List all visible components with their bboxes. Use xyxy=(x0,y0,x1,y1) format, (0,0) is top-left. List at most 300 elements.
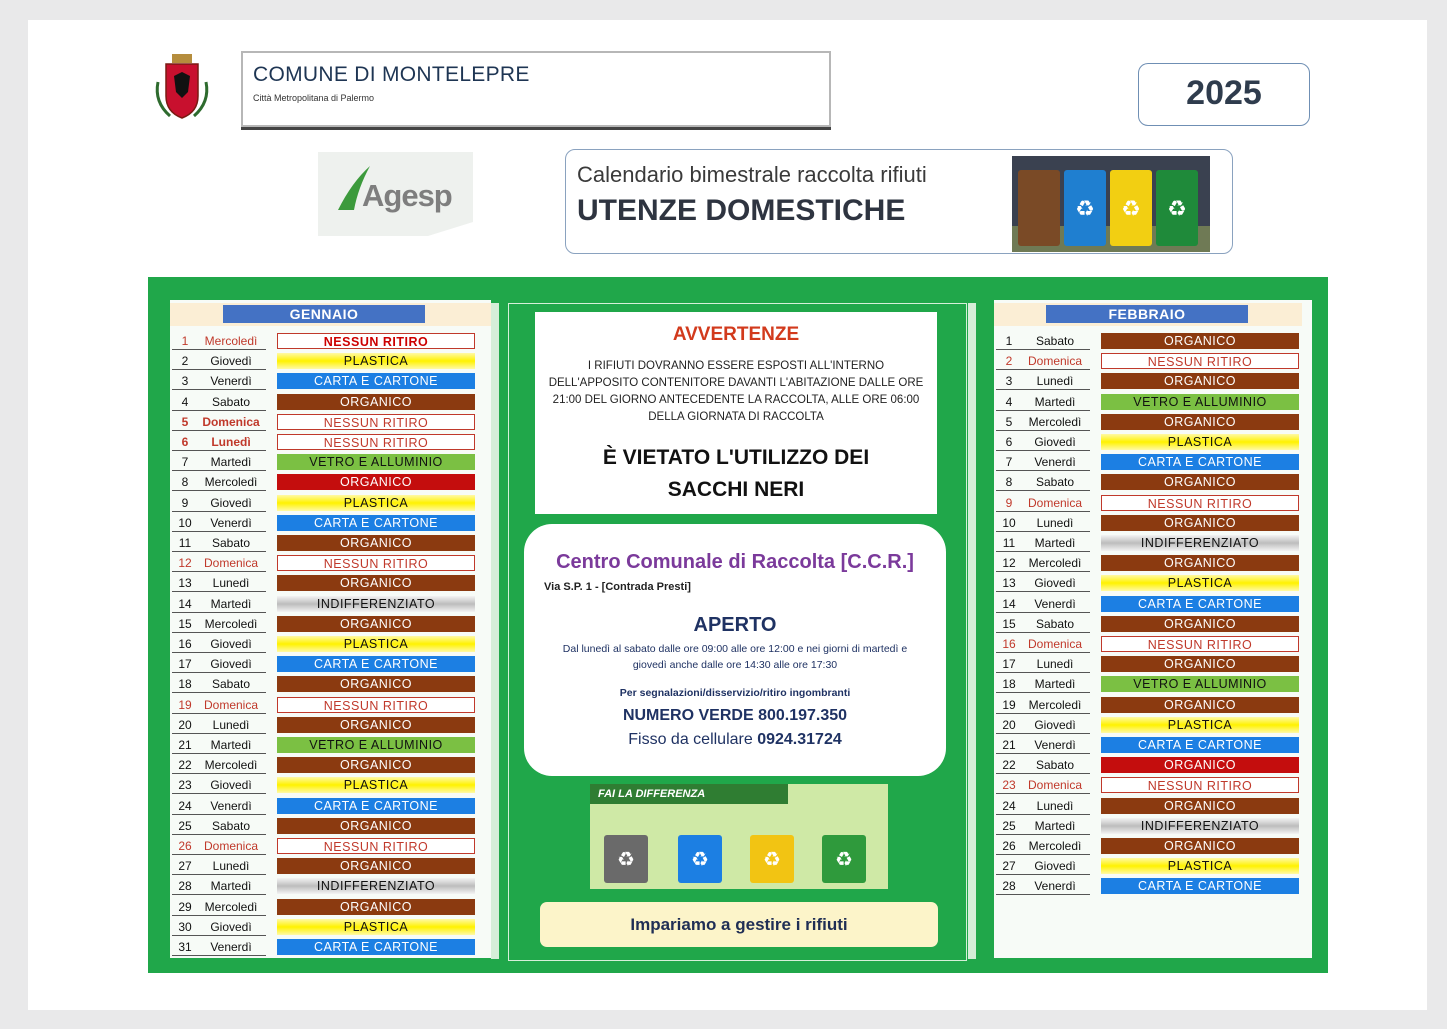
waste-type-pill: ORGANICO xyxy=(277,535,475,551)
day-number: 30 xyxy=(178,919,192,934)
calendar-row xyxy=(170,816,480,836)
day-number: 1 xyxy=(1005,334,1013,348)
row-underline xyxy=(996,389,1090,390)
row-underline xyxy=(172,450,266,451)
day-number: 5 xyxy=(1005,414,1013,429)
weekday: Giovedì xyxy=(210,657,252,672)
fisso-line xyxy=(524,731,946,749)
waste-type-pill: ORGANICO xyxy=(1101,656,1299,672)
row-underline xyxy=(172,369,266,370)
row-underline xyxy=(172,955,266,956)
row-underline xyxy=(172,894,266,895)
calendar-row xyxy=(994,472,1304,492)
waste-type-pill: CARTA E CARTONE xyxy=(277,373,475,389)
day-number: 6 xyxy=(1005,435,1013,449)
calendar-row xyxy=(170,674,480,694)
calendar-row xyxy=(170,695,480,715)
day-number: 4 xyxy=(1005,394,1013,409)
weekday: Mercoledì xyxy=(1028,414,1082,429)
waste-type-pill: INDIFFERENZIATO xyxy=(277,878,475,894)
weekday: Mercoledì xyxy=(204,758,258,773)
waste-type-pill: PLASTICA xyxy=(277,777,475,793)
calendar-row xyxy=(170,594,480,614)
calendar-row xyxy=(170,917,480,937)
fisso-number[interactable]: 0924.31724 xyxy=(757,731,842,748)
year-label: 2025 xyxy=(1186,74,1262,112)
day-number: 12 xyxy=(178,556,192,571)
fai-banner: FAI LA DIFFERENZA xyxy=(590,784,788,804)
day-number: 7 xyxy=(181,455,189,470)
calendar-row xyxy=(170,432,480,452)
calendar-row xyxy=(170,937,480,957)
calendar-row xyxy=(170,796,480,816)
weekday: Mercoledì xyxy=(1028,556,1082,571)
calendar-row xyxy=(994,351,1304,371)
weekday: Domenica xyxy=(1027,778,1083,793)
waste-type-pill: ORGANICO xyxy=(277,676,475,692)
weekday: Giovedì xyxy=(1034,859,1076,874)
month-febbraio: FEBBRAIO xyxy=(1046,305,1248,323)
weekday: Mercoledì xyxy=(204,475,258,490)
weekday: Martedì xyxy=(210,596,252,611)
waste-type-pill: INDIFFERENZIATO xyxy=(277,596,475,612)
day-number: 24 xyxy=(178,798,192,813)
day-number: 3 xyxy=(1005,374,1013,389)
row-underline xyxy=(996,773,1090,774)
waste-type-pill: INDIFFERENZIATO xyxy=(1101,535,1299,551)
bin-yellow-icon: ♻ xyxy=(750,835,794,883)
ccr-box xyxy=(524,524,946,776)
row-underline xyxy=(996,511,1090,512)
weekday: Martedì xyxy=(210,455,252,470)
day-number: 27 xyxy=(178,859,192,874)
title-line-1: Calendario bimestrale raccolta rifiuti xyxy=(577,162,927,187)
waste-type-pill: CARTA E CARTONE xyxy=(1101,737,1299,753)
weekday: Venerdì xyxy=(1034,596,1076,611)
weekday: Sabato xyxy=(211,818,251,833)
ccr-address: Via S.P. 1 - [Contrada Presti] xyxy=(544,581,691,593)
weekday: Lunedì xyxy=(1036,657,1074,672)
row-underline xyxy=(172,389,266,390)
row-underline xyxy=(996,571,1090,572)
waste-type-pill: NESSUN RITIRO xyxy=(277,697,475,713)
row-underline xyxy=(996,430,1090,431)
waste-type-pill: NESSUN RITIRO xyxy=(277,333,475,349)
waste-type-pill: CARTA E CARTONE xyxy=(277,515,475,531)
calendar-row xyxy=(994,392,1304,412)
row-underline xyxy=(996,652,1090,653)
calendar-row xyxy=(170,371,480,391)
day-number: 16 xyxy=(1002,637,1016,651)
calendar-row xyxy=(170,897,480,917)
waste-type-pill: PLASTICA xyxy=(277,636,475,652)
day-number: 10 xyxy=(1002,515,1016,530)
waste-type-pill: NESSUN RITIRO xyxy=(277,414,475,430)
waste-type-pill: CARTA E CARTONE xyxy=(1101,454,1299,470)
day-number: 27 xyxy=(1002,859,1016,874)
row-underline xyxy=(172,531,266,532)
day-number: 22 xyxy=(1002,758,1016,773)
weekday: Lunedì xyxy=(212,717,250,732)
day-number: 13 xyxy=(1002,576,1016,591)
waste-type-pill: CARTA E CARTONE xyxy=(277,939,475,955)
calendar-row xyxy=(170,351,480,371)
waste-type-pill: ORGANICO xyxy=(1101,555,1299,571)
weekday: Venerdì xyxy=(210,798,252,813)
row-underline xyxy=(996,733,1090,734)
waste-type-pill: NESSUN RITIRO xyxy=(1101,636,1299,652)
calendar-row xyxy=(170,392,480,412)
row-underline xyxy=(996,490,1090,491)
day-number: 22 xyxy=(178,758,192,773)
row-underline xyxy=(172,632,266,633)
day-number: 9 xyxy=(1005,495,1013,510)
calendar-row xyxy=(170,573,480,593)
bin-blue-icon: ♻ xyxy=(678,835,722,883)
day-number: 6 xyxy=(181,435,189,449)
waste-type-pill: NESSUN RITIRO xyxy=(277,555,475,571)
calendar-row xyxy=(994,594,1304,614)
row-underline xyxy=(996,894,1090,895)
waste-type-pill: ORGANICO xyxy=(277,858,475,874)
calendar-row xyxy=(994,553,1304,573)
weekday: Giovedì xyxy=(210,354,252,369)
row-underline xyxy=(996,692,1090,693)
calendar-row xyxy=(994,432,1304,452)
ccr-open-label: APERTO xyxy=(693,614,777,636)
waste-type-pill: PLASTICA xyxy=(1101,434,1299,450)
waste-type-pill: ORGANICO xyxy=(1101,373,1299,389)
divider-left xyxy=(491,303,499,959)
calendar-row xyxy=(170,472,480,492)
waste-type-pill: PLASTICA xyxy=(277,919,475,935)
waste-type-pill: NESSUN RITIRO xyxy=(277,434,475,450)
weekday: Martedì xyxy=(210,879,252,894)
waste-type-pill: PLASTICA xyxy=(277,495,475,511)
calendar-row xyxy=(170,836,480,856)
agesp-wordmark: Agesp xyxy=(362,178,452,213)
row-underline xyxy=(996,632,1090,633)
waste-type-pill: NESSUN RITIRO xyxy=(1101,353,1299,369)
row-underline xyxy=(172,410,266,411)
avvertenze-warning xyxy=(535,442,937,506)
waste-type-pill: ORGANICO xyxy=(1101,757,1299,773)
calendar-row xyxy=(170,614,480,634)
row-underline xyxy=(996,551,1090,552)
waste-type-pill: VETRO E ALLUMINIO xyxy=(277,737,475,753)
weekday: Mercoledì xyxy=(1028,839,1082,853)
day-number: 18 xyxy=(178,677,192,692)
calendar-row xyxy=(994,371,1304,391)
row-underline xyxy=(996,713,1090,714)
waste-type-pill: ORGANICO xyxy=(1101,414,1299,430)
day-number: 10 xyxy=(178,515,192,530)
day-number: 4 xyxy=(181,394,189,409)
weekday: Lunedì xyxy=(1036,798,1074,813)
bin-grey-icon: ♻ xyxy=(604,835,648,883)
row-underline xyxy=(996,470,1090,471)
row-underline xyxy=(172,753,266,754)
calendar-row xyxy=(994,573,1304,593)
weekday: Domenica xyxy=(203,839,259,853)
day-number: 19 xyxy=(1002,697,1016,712)
weekday: Sabato xyxy=(211,394,251,409)
waste-type-pill: VETRO E ALLUMINIO xyxy=(1101,394,1299,410)
weekday: Giovedì xyxy=(210,919,252,934)
row-underline xyxy=(172,854,266,855)
waste-type-pill: CARTA E CARTONE xyxy=(277,798,475,814)
waste-type-pill: ORGANICO xyxy=(277,474,475,490)
weekday: Sabato xyxy=(1035,616,1075,631)
weekday: Lunedì xyxy=(1036,374,1074,389)
svg-text:♻: ♻ xyxy=(1167,197,1187,222)
row-underline xyxy=(172,935,266,936)
calendar-row xyxy=(170,533,480,553)
calendar-row xyxy=(170,715,480,735)
row-underline xyxy=(172,733,266,734)
weekday: Venerdì xyxy=(1034,879,1076,894)
calendar-row xyxy=(994,735,1304,755)
waste-type-pill: PLASTICA xyxy=(1101,858,1299,874)
calendar-row xyxy=(994,816,1304,836)
row-underline xyxy=(172,591,266,592)
calendar-row xyxy=(994,674,1304,694)
calendar-row xyxy=(994,876,1304,896)
waste-type-pill: PLASTICA xyxy=(1101,575,1299,591)
waste-type-pill: CARTA E CARTONE xyxy=(1101,596,1299,612)
waste-type-pill: NESSUN RITIRO xyxy=(277,838,475,854)
bin-green-icon: ♻ xyxy=(822,835,866,883)
calendar-row xyxy=(170,775,480,795)
row-underline xyxy=(172,349,266,350)
day-number: 25 xyxy=(1002,818,1016,833)
weekday: Giovedì xyxy=(1034,717,1076,732)
day-number: 19 xyxy=(178,697,192,712)
comune-crest-icon xyxy=(152,52,212,126)
day-number: 11 xyxy=(178,536,192,550)
waste-type-pill: ORGANICO xyxy=(1101,697,1299,713)
weekday: Domenica xyxy=(1027,354,1083,369)
day-number: 17 xyxy=(178,657,192,672)
day-number: 11 xyxy=(1002,536,1016,550)
waste-type-pill: ORGANICO xyxy=(1101,616,1299,632)
calendar-row xyxy=(170,331,480,351)
day-number: 12 xyxy=(1002,556,1016,571)
weekday: Sabato xyxy=(211,677,251,692)
weekday: Domenica xyxy=(203,697,259,712)
row-underline xyxy=(172,672,266,673)
calendar-row xyxy=(994,452,1304,472)
weekday: Venerdì xyxy=(210,515,252,530)
weekday: Martedì xyxy=(1034,394,1076,409)
ccr-hours: Dal lunedì al sabato dalle ore 09:00 alle ore 12:00 e nei giorni di martedì e giovedì anche dalle ore 14:30 alle ore 17:30 xyxy=(562,643,908,671)
row-underline xyxy=(172,571,266,572)
waste-type-pill: PLASTICA xyxy=(277,353,475,369)
waste-type-pill: ORGANICO xyxy=(1101,474,1299,490)
comune-subtitle: Città Metropolitana di Palermo xyxy=(253,93,375,103)
calendar-row xyxy=(170,876,480,896)
waste-type-pill: ORGANICO xyxy=(277,575,475,591)
calendar-row xyxy=(994,796,1304,816)
weekday: Giovedì xyxy=(210,778,252,793)
calendar-row xyxy=(170,412,480,432)
month-gennaio: GENNAIO xyxy=(223,305,425,323)
calendar-row xyxy=(994,856,1304,876)
impariamo-button[interactable]: Impariamo a gestire i rifiuti xyxy=(540,902,938,947)
row-underline xyxy=(996,349,1090,350)
weekday: Martedì xyxy=(1034,536,1076,550)
weekday: Martedì xyxy=(210,738,252,752)
waste-type-pill: CARTA E CARTONE xyxy=(1101,878,1299,894)
row-underline xyxy=(172,874,266,875)
day-number: 20 xyxy=(1002,717,1016,732)
waste-type-pill: VETRO E ALLUMINIO xyxy=(277,454,475,470)
recycling-bins-image xyxy=(1012,156,1210,252)
row-underline xyxy=(172,773,266,774)
waste-type-pill: ORGANICO xyxy=(277,616,475,632)
calendar-row xyxy=(994,634,1304,654)
row-underline xyxy=(172,793,266,794)
calendar-row xyxy=(994,412,1304,432)
weekday: Mercoledì xyxy=(204,899,258,914)
year-box xyxy=(1138,63,1310,126)
day-number: 16 xyxy=(178,637,192,651)
calendar-row xyxy=(994,654,1304,674)
day-number: 8 xyxy=(181,475,189,490)
weekday: Mercoledì xyxy=(204,334,258,348)
calendar-row xyxy=(170,634,480,654)
row-underline xyxy=(996,591,1090,592)
day-number: 15 xyxy=(178,616,192,631)
row-underline xyxy=(172,834,266,835)
row-underline xyxy=(172,470,266,471)
day-number: 26 xyxy=(1002,839,1016,853)
waste-type-pill: PLASTICA xyxy=(1101,717,1299,733)
title-box xyxy=(565,149,1233,254)
row-underline xyxy=(172,490,266,491)
row-underline xyxy=(996,834,1090,835)
calendar-row xyxy=(994,715,1304,735)
calendar-row xyxy=(170,513,480,533)
row-underline xyxy=(996,672,1090,673)
ccr-report-label: Per segnalazioni/disservizio/ritiro ingombranti xyxy=(619,687,851,699)
day-number: 24 xyxy=(1002,798,1016,813)
day-number: 23 xyxy=(1002,778,1016,793)
avvertenze-title: AVVERTENZE xyxy=(672,324,800,345)
day-number: 2 xyxy=(1005,354,1013,369)
weekday: Sabato xyxy=(1035,475,1075,490)
calendar-row xyxy=(994,493,1304,513)
waste-type-pill: ORGANICO xyxy=(277,394,475,410)
day-number: 28 xyxy=(1002,879,1016,894)
day-number: 14 xyxy=(178,596,192,611)
row-underline xyxy=(172,612,266,613)
waste-type-pill: VETRO E ALLUMINIO xyxy=(1101,676,1299,692)
row-underline xyxy=(172,652,266,653)
row-underline xyxy=(996,874,1090,875)
row-underline xyxy=(172,915,266,916)
day-number: 15 xyxy=(1002,616,1016,631)
fai-la-differenza-image xyxy=(590,784,888,889)
weekday: Domenica xyxy=(1027,495,1083,510)
calendar-row xyxy=(170,493,480,513)
calendar-row xyxy=(994,836,1304,856)
row-underline xyxy=(996,369,1090,370)
agesp-logo xyxy=(318,152,473,236)
waste-type-pill: ORGANICO xyxy=(1101,798,1299,814)
day-number: 5 xyxy=(181,414,189,429)
waste-type-pill: ORGANICO xyxy=(1101,838,1299,854)
waste-type-pill: ORGANICO xyxy=(277,818,475,834)
calendar-row xyxy=(994,775,1304,795)
row-underline xyxy=(172,430,266,431)
avvertenze-box xyxy=(535,312,937,514)
calendar-board xyxy=(148,277,1328,973)
avvertenze-text: I RIFIUTI DOVRANNO ESSERE ESPOSTI ALL'INTERNO DELL'APPOSITO CONTENITORE DAVANTI L'ABITAZIONE DALLE ORE 21:00 DEL GIORNO ANTECEDENTE LA RACCOLTA, ALLE ORE 06:00 DELLA GIORNATA DI RACCOLTA xyxy=(548,360,924,423)
divider-right xyxy=(968,303,976,959)
svg-text:♻: ♻ xyxy=(1121,197,1141,222)
row-underline xyxy=(172,814,266,815)
weekday: Martedì xyxy=(1034,677,1076,692)
day-number: 2 xyxy=(181,354,189,369)
day-number: 8 xyxy=(1005,475,1013,490)
day-number: 3 xyxy=(181,374,189,389)
day-number: 1 xyxy=(181,334,189,348)
day-number: 28 xyxy=(178,879,192,894)
day-number: 21 xyxy=(1002,738,1016,752)
febbraio-column xyxy=(994,300,1312,958)
comune-name: COMUNE DI MONTELEPRE xyxy=(253,63,530,86)
fisso-label: Fisso da cellulare xyxy=(628,731,753,748)
row-underline xyxy=(172,713,266,714)
weekday: Mercoledì xyxy=(204,616,258,631)
weekday: Sabato xyxy=(1035,758,1075,773)
day-number: 9 xyxy=(181,495,189,510)
calendar-row xyxy=(170,755,480,775)
svg-text:♻: ♻ xyxy=(1075,197,1095,222)
weekday: Martedì xyxy=(1034,818,1076,833)
calendar-row xyxy=(994,533,1304,553)
waste-type-pill: ORGANICO xyxy=(277,899,475,915)
calendar-row xyxy=(170,553,480,573)
weekday: Giovedì xyxy=(1034,435,1076,449)
weekday: Sabato xyxy=(1035,334,1075,348)
row-underline xyxy=(996,793,1090,794)
weekday: Sabato xyxy=(211,536,251,550)
row-underline xyxy=(996,753,1090,754)
waste-type-pill: NESSUN RITIRO xyxy=(1101,777,1299,793)
row-underline xyxy=(172,692,266,693)
numero-verde[interactable]: NUMERO VERDE 800.197.350 xyxy=(622,707,848,724)
day-number: 17 xyxy=(1002,657,1016,672)
calendar-row xyxy=(170,735,480,755)
day-number: 29 xyxy=(178,899,192,914)
waste-type-pill: CARTA E CARTONE xyxy=(277,656,475,672)
calendar-row xyxy=(994,331,1304,351)
weekday: Mercoledì xyxy=(1028,697,1082,712)
calendar-row xyxy=(170,856,480,876)
calendar-row xyxy=(170,452,480,472)
weekday: Domenica xyxy=(203,556,259,571)
gennaio-column xyxy=(170,300,491,958)
row-underline xyxy=(996,612,1090,613)
weekday: Giovedì xyxy=(210,495,252,510)
weekday: Venerdì xyxy=(1034,738,1076,752)
row-underline xyxy=(996,531,1090,532)
waste-type-pill: ORGANICO xyxy=(1101,333,1299,349)
warning-line-2: SACCHI NERI xyxy=(667,478,805,501)
day-number: 26 xyxy=(178,839,192,853)
